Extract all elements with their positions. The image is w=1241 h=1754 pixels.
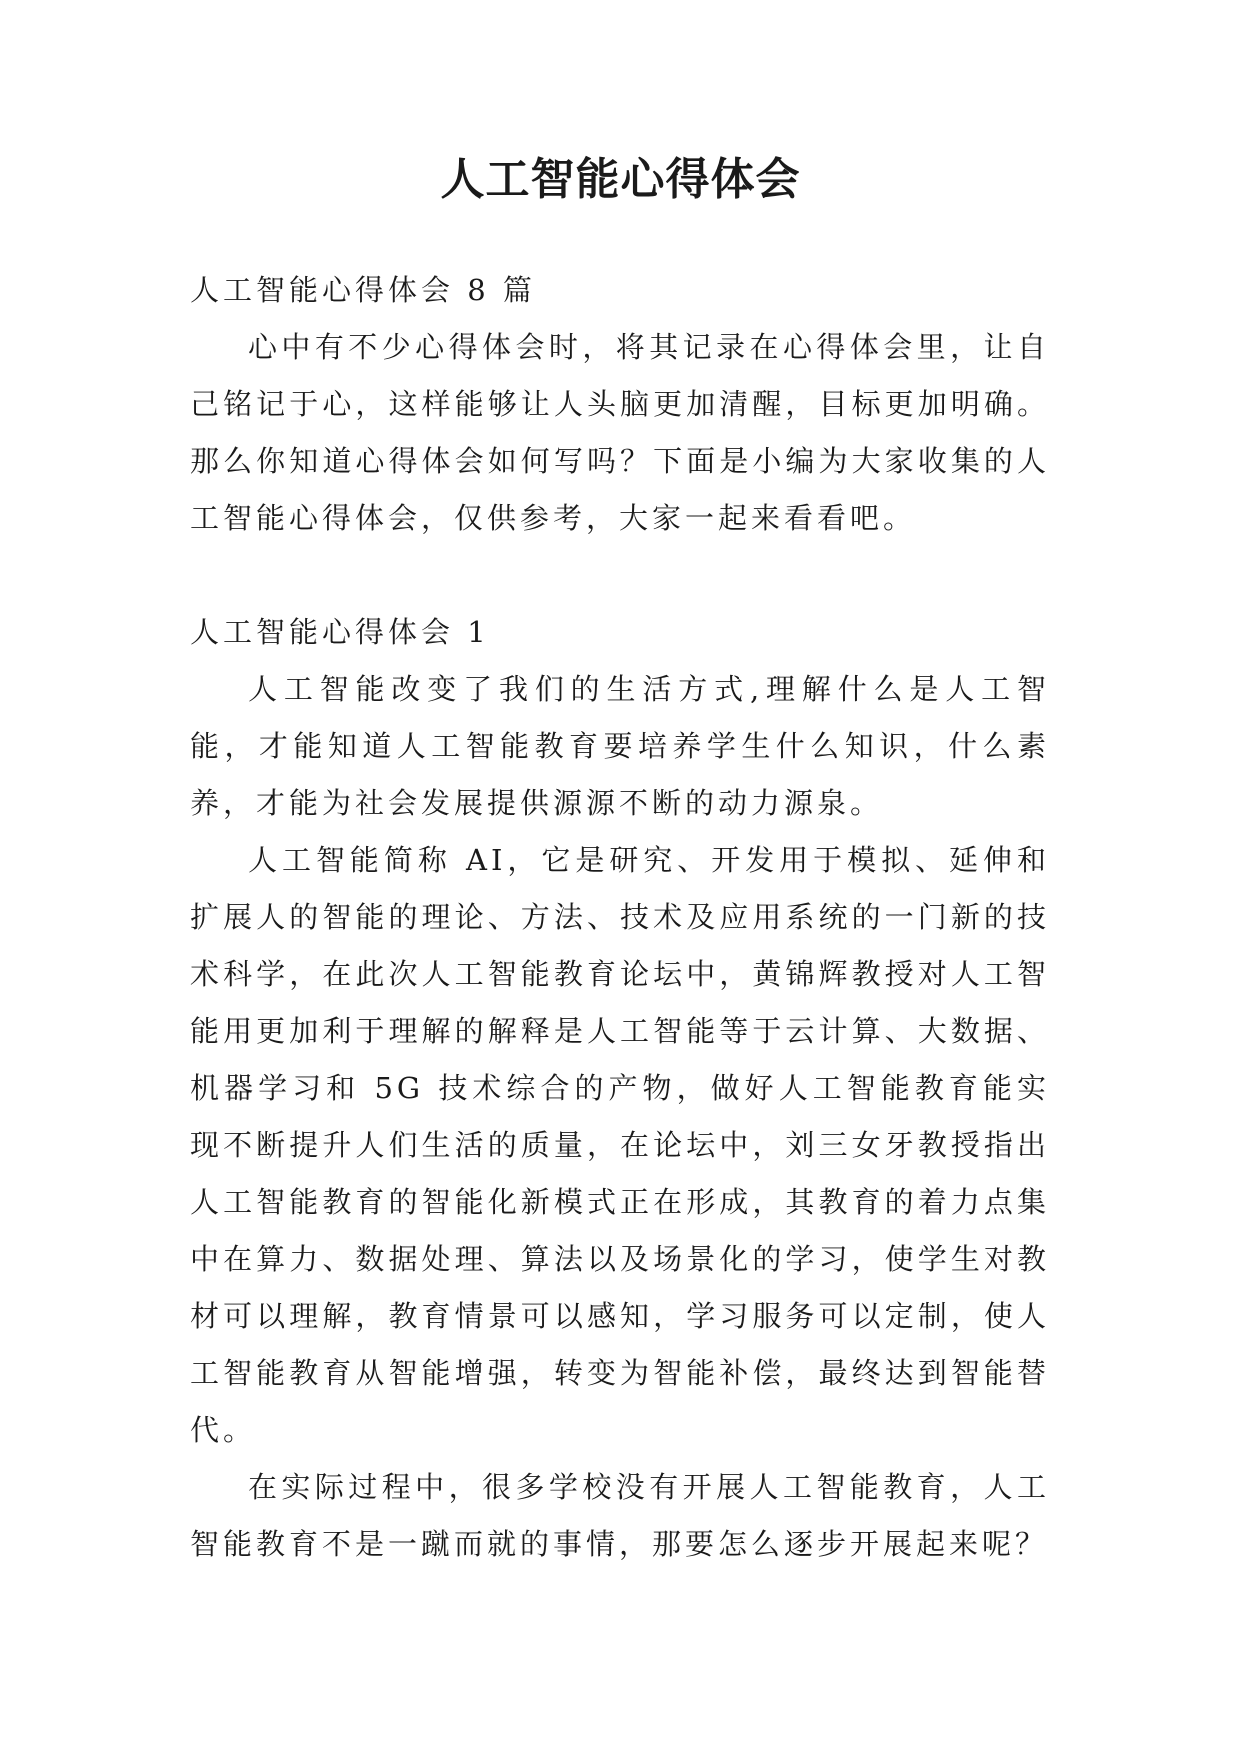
section-1-heading: 人工智能心得体会 1 [190,615,490,649]
intro-paragraph: 心中有不少心得体会时，将其记录在心得体会里，让自己铭记于心，这样能够让人头脑更加清醒，目标更加明确。那么你知道心得体会如何写吗？下面是小编为大家收集的人工智能心得体会，仅供参考，大家一起来看看吧。 [190,330,1050,535]
section-1-paragraph-3: 在实际过程中，很多学校没有开展人工智能教育，人工智能教育不是一蹴而就的事情，那要怎么逐步开展起来呢？ [190,1470,1050,1561]
intro-heading: 人工智能心得体会 8 篇 [190,273,536,307]
section-1-paragraph-1: 人工智能改变了我们的生活方式,理解什么是人工智能，才能知道人工智能教育要培养学生什么知识，什么素养，才能为社会发展提供源源不断的动力源泉。 [190,672,1050,820]
document-body [190,262,1050,1573]
document-title: 人工智能心得体会 [440,154,801,205]
section-1-paragraph-2: 人工智能简称 AI，它是研究、开发用于模拟、延伸和扩展人的智能的理论、方法、技术及应用系统的一门新的技术科学，在此次人工智能教育论坛中，黄锦辉教授对人工智能用更加利于理解的解释是人工智能等于云计算、大数据、机器学习和 5G 技术综合的产物，做好人工智能教育能实现不断提升人们生活的质量，在论坛中，刘三女牙教授指出人工智能教育的智能化新模式正在形成，其教育的着力点集中在算力、数据处理、算法以及场景化的学习，使学生对教材可以理解，教育情景可以感知，学习服务可以定制，使人工智能教育从智能增强，转变为智能补偿，最终达到智能替代。 [190,843,1050,1447]
section-spacer [190,547,1050,604]
